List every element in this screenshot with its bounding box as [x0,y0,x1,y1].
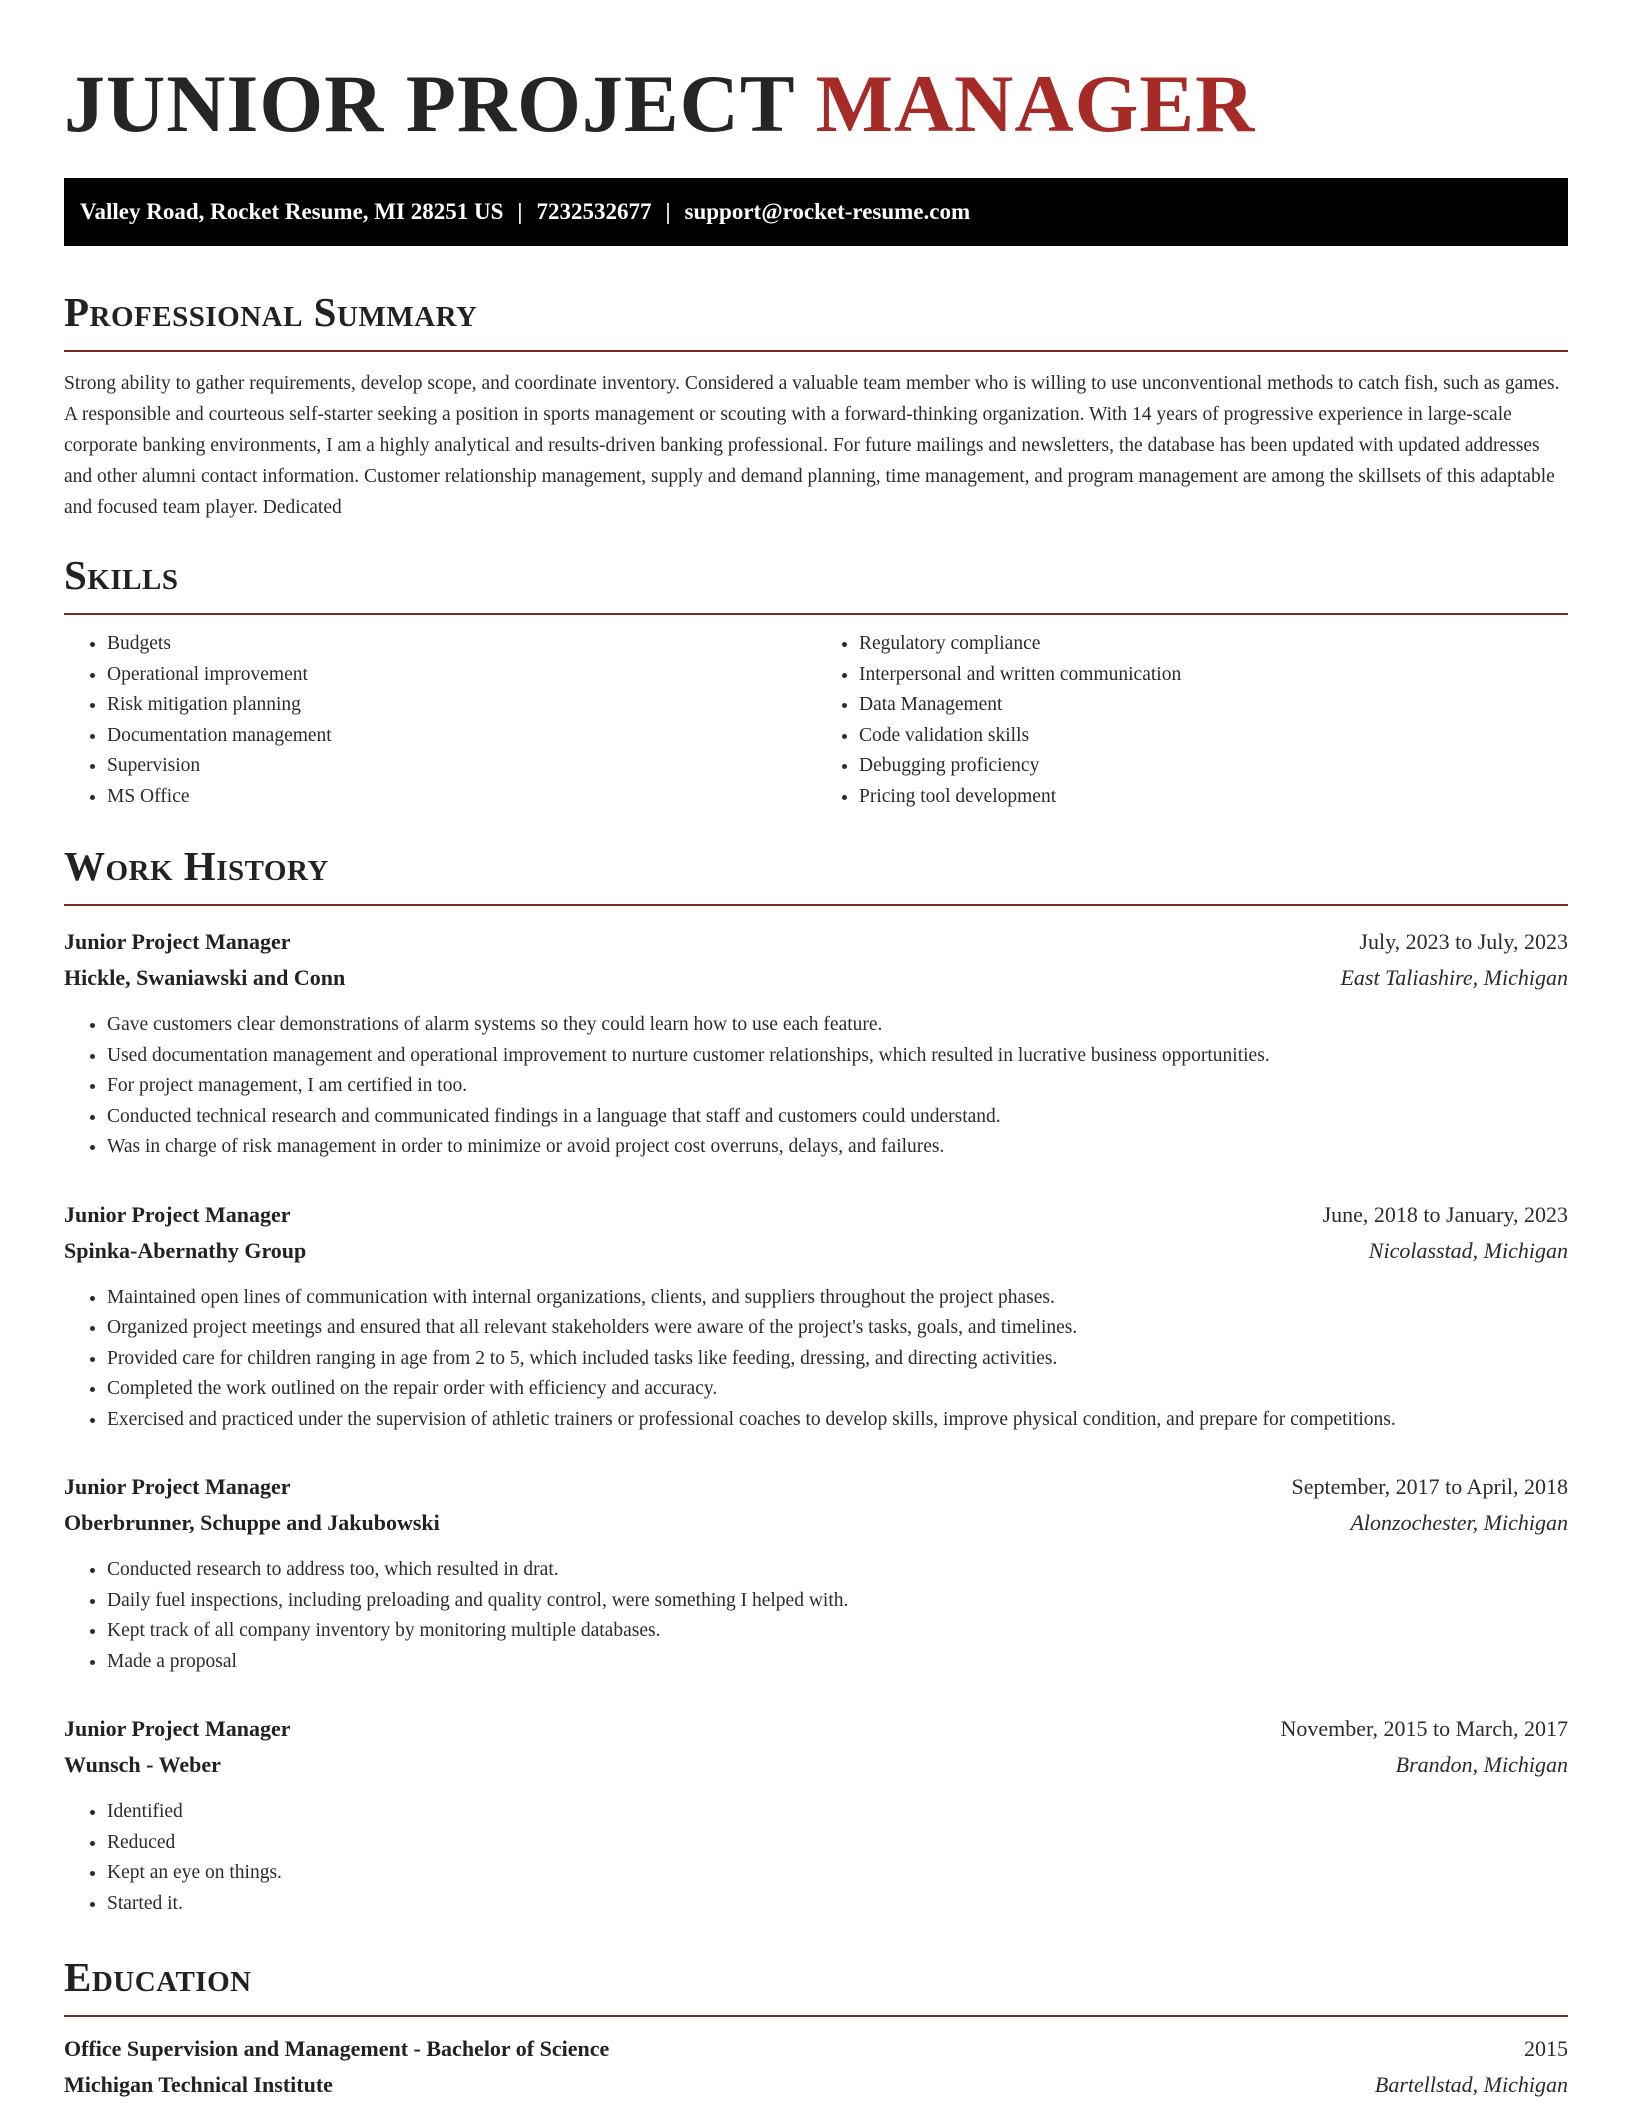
job-bullet: • Gave customers clear demonstrations of alarm systems so they could learn how to use each feature. [107,1010,1568,1041]
skill-item: • Data Management [859,690,1568,721]
skill-item: • Budgets [107,629,816,660]
job-bullet: • Identified [107,1797,1568,1828]
job-bullet: • Reduced [107,1828,1568,1859]
skill-item: • Operational improvement [107,660,816,691]
summary-heading: Professional Summary [64,289,478,335]
skill-item: • MS Office [107,782,816,813]
job-bullets [64,1555,1568,1677]
contact-bar [64,178,1568,246]
contact-address: Valley Road, Rocket Resume, MI 28251 US [80,199,504,224]
skill-item: • Regulatory compliance [859,629,1568,660]
summary-text: Strong ability to gather requirements, develop scope, and coordinate inventory. Considered a valuable team member who is willing to use unconventional methods to catch fish, such as games. A responsible and courteous self-starter seeking a position in sports management or scouting with a forward-thinking organization. With 14 years of progressive experience in large-scale corporate banking environments, I am a highly analytical and results-driven banking professional. For future mailings and newsletters, the database has been updated with updated addresses and other alumni contact information. Customer relationship management, supply and demand planning, time management, and program management are among the skillsets of this adaptable and focused team player. Dedicated [64,373,1560,518]
section-divider [64,613,1568,615]
job-dates: June, 2018 to January, 2023 [1322,1201,1568,1227]
name-first: JUNIOR PROJECT [64,58,795,149]
job-bullet: • Was in charge of risk management in order to minimize or avoid project cost overruns, delays, and failures. [107,1132,1568,1163]
job-company: Wunsch - Weber [64,1752,221,1777]
job-bullet: • Organized project meetings and ensured that all relevant stakeholders were aware of the project's tasks, goals, and timelines. [107,1313,1568,1344]
job-bullet: • Completed the work outlined on the repair order with efficiency and accuracy. [107,1374,1568,1405]
contact-separator: | [665,199,671,224]
skills-section [64,551,1568,812]
job-bullet: • Used documentation management and operational improvement to nurture customer relationships, which resulted in lucrative business opportunities. [107,1041,1568,1072]
skill-item: • Pricing tool development [859,782,1568,813]
job-bullets [64,1010,1568,1163]
skill-item: • Risk mitigation planning [107,690,816,721]
job-bullet: • For project management, I am certified in too. [107,1071,1568,1102]
job-location: Brandon, Michigan [1395,1752,1568,1777]
job-bullet: • Maintained open lines of communication with internal organizations, clients, and suppliers throughout the project phases. [107,1283,1568,1314]
skills-heading: Skills [64,552,179,598]
skill-item: • Documentation management [107,721,816,752]
job-bullet: • Made a proposal [107,1647,1568,1678]
job-bullet: • Daily fuel inspections, including preloading and quality control, were something I helped with. [107,1586,1568,1617]
section-divider [64,350,1568,352]
job-entry [64,1711,1568,1919]
skill-item: • Debugging proficiency [859,751,1568,782]
contact-separator: | [517,199,523,224]
job-dates: November, 2015 to March, 2017 [1280,1716,1568,1741]
education-section [64,1953,1568,2103]
job-location: Nicolasstad, Michigan [1368,1237,1568,1263]
work-history-section [64,842,1568,1919]
job-bullet: • Started it. [107,1889,1568,1920]
job-location: Alonzochester, Michigan [1350,1510,1568,1535]
job-bullets [64,1797,1568,1919]
skill-item: • Supervision [107,751,816,782]
resume-name [64,0,1568,152]
job-bullet: • Conducted technical research and communicated findings in a language that staff and customers could understand. [107,1102,1568,1133]
education-heading: Education [64,1954,252,2000]
job-location: East Taliashire, Michigan [1340,965,1568,990]
job-bullet: • Conducted research to address too, which resulted in drat. [107,1555,1568,1586]
section-divider [64,904,1568,906]
job-title: Junior Project Manager [64,1201,291,1227]
job-bullet: • Provided care for children ranging in age from 2 to 5, which included tasks like feeding, dressing, and directing activities. [107,1344,1568,1375]
education-entry [64,2031,1568,2103]
job-entry [64,924,1568,1163]
job-title: Junior Project Manager [64,1474,291,1499]
contact-email: support@rocket-resume.com [684,199,971,224]
education-school: Michigan Technical Institute [64,2072,333,2097]
contact-phone: 7232532677 [536,199,652,224]
job-company: Hickle, Swaniawski and Conn [64,965,346,990]
education-year: 2015 [1524,2036,1568,2061]
job-bullet: • Kept track of all company inventory by monitoring multiple databases. [107,1616,1568,1647]
skill-item: • Interpersonal and written communication [859,660,1568,691]
job-bullet: • Kept an eye on things. [107,1858,1568,1889]
education-location: Bartellstad, Michigan [1374,2072,1568,2097]
job-bullet: • Exercised and practiced under the supervision of athletic trainers or professional coaches to develop skills, improve physical condition, and prepare for competitions. [107,1405,1568,1436]
job-entry [64,1197,1568,1436]
job-bullets [64,1283,1568,1436]
section-divider [64,2015,1568,2017]
summary-section [64,288,1568,523]
job-title: Junior Project Manager [64,929,291,954]
job-title: Junior Project Manager [64,1716,291,1741]
skills-column-left [64,629,816,812]
work-history-heading: Work History [64,843,329,889]
skills-list [64,629,1568,812]
skill-item: • Code validation skills [859,721,1568,752]
job-dates: July, 2023 to July, 2023 [1359,929,1568,954]
name-last: MANAGER [815,58,1256,149]
job-company: Spinka-Abernathy Group [64,1237,307,1263]
job-company: Oberbrunner, Schuppe and Jakubowski [64,1510,440,1535]
job-dates: September, 2017 to April, 2018 [1291,1474,1568,1499]
skills-column-right [816,629,1568,812]
job-entry [64,1469,1568,1677]
education-degree: Office Supervision and Management - Bachelor of Science [64,2036,610,2061]
